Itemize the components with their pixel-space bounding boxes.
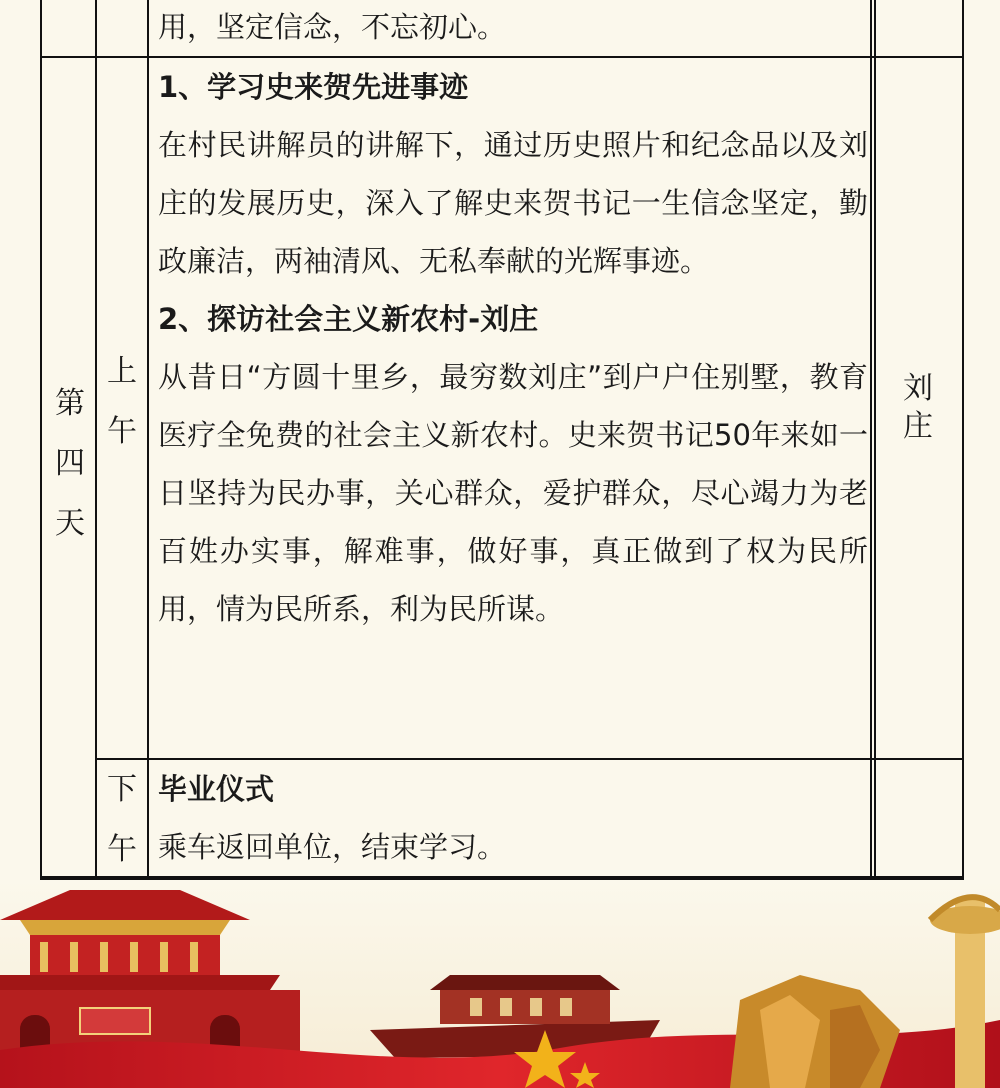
banner-illustration	[0, 880, 1000, 1088]
col-divider-content-2	[874, 0, 876, 878]
afternoon-heading: 毕业仪式	[158, 772, 275, 806]
row-divider-bottom	[42, 876, 962, 878]
morning-item2-heading: 2、探访社会主义新农村-刘庄	[158, 302, 539, 336]
col-divider-content	[870, 0, 872, 878]
schedule-table	[40, 0, 964, 880]
afternoon-content	[158, 760, 868, 876]
afternoon-body: 乘车返回单位，结束学习。	[158, 830, 507, 864]
top-row-activity: 用，坚定信念，不忘初心。	[158, 10, 507, 44]
morning-location: 刘庄	[903, 371, 933, 444]
morning-item2-body: 从昔日“方圆十里乡，最穷数刘庄”到户户住别墅，教育医疗全免费的社会主义新农村。史来贺书记50年来如一日坚持为民办事，关心群众，爱护群众，尽心竭力为老百姓办实事，解难事，做好事，真正做到了权为民所用，情为民所系，利为民所谋。	[158, 360, 868, 626]
morning-label: 上午	[107, 354, 137, 449]
morning-item1-body: 在村民讲解员的讲解下，通过历史照片和纪念品以及刘庄的发展历史，深入了解史来贺书记一生信念坚定，勤政廉洁，两袖清风、无私奉献的光辉事迹。	[158, 128, 868, 278]
afternoon-label: 下午	[107, 772, 137, 867]
morning-content	[158, 58, 868, 638]
day-label: 第四天	[55, 386, 85, 541]
col-divider-day	[95, 0, 97, 878]
decorative-banner	[0, 880, 1000, 1088]
morning-item1-heading: 1、学习史来贺先进事迹	[158, 70, 469, 104]
col-divider-period	[147, 0, 149, 878]
